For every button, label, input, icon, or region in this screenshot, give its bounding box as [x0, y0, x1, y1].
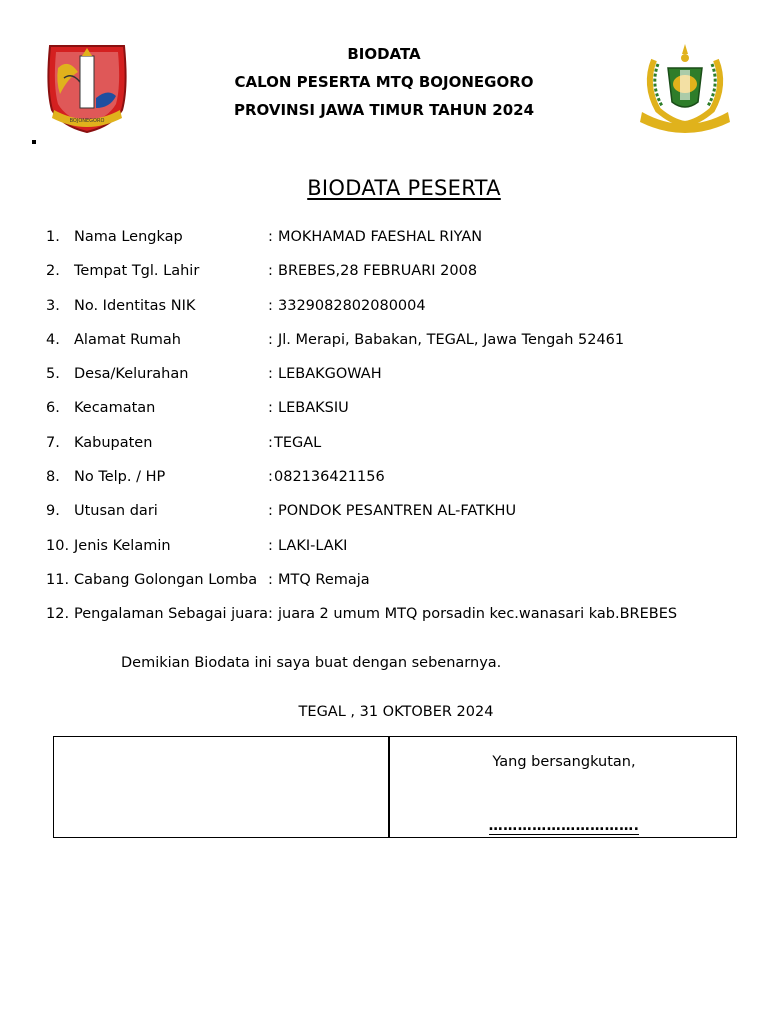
- field-value: juara 2 umum MTQ porsadin kec.wanasari kab.BREBES: [278, 606, 678, 623]
- field-colon: :: [268, 434, 273, 451]
- field-value: 082136421156: [274, 469, 385, 486]
- field-row-village: [46, 363, 746, 397]
- field-colon: :: [268, 571, 273, 588]
- stray-bullet-mark: [32, 140, 36, 144]
- field-label: Kabupaten: [74, 434, 153, 451]
- field-colon: :: [268, 503, 273, 520]
- field-label: Tempat Tgl. Lahir: [74, 263, 200, 280]
- field-value: LEBAKGOWAH: [278, 366, 382, 383]
- field-number: 4.: [46, 331, 60, 348]
- document-title: BIODATA PESERTA: [307, 176, 501, 200]
- field-label: Pengalaman Sebagai juara: [74, 606, 269, 623]
- field-colon: :: [268, 400, 273, 417]
- field-value: Jl. Merapi, Babakan, TEGAL, Jawa Tengah 52461: [278, 331, 625, 348]
- field-number: 6.: [46, 400, 60, 417]
- field-label: Desa/Kelurahan: [74, 366, 189, 383]
- field-row-address: [46, 329, 746, 363]
- field-number: 2.: [46, 263, 60, 280]
- field-colon: :: [268, 469, 273, 486]
- signature-table: [53, 736, 737, 838]
- field-row-birth: [46, 260, 746, 294]
- field-value: PONDOK PESANTREN AL-FATKHU: [278, 503, 517, 520]
- field-value: MTQ Remaja: [278, 571, 370, 588]
- biodata-field-list: [46, 226, 746, 638]
- header-line-3: PROVINSI JAWA TIMUR TAHUN 2024: [233, 101, 535, 119]
- field-row-gender: [46, 535, 746, 569]
- svg-text:BOJONEGORO: BOJONEGORO: [69, 118, 105, 124]
- letterhead: [0, 40, 768, 124]
- field-colon: :: [268, 229, 273, 245]
- field-number: 5.: [46, 366, 60, 383]
- field-colon: :: [268, 263, 273, 280]
- field-row-district: [46, 397, 746, 431]
- field-number: 7.: [46, 434, 60, 451]
- field-number: 11.: [46, 571, 70, 588]
- field-label: Nama Lengkap: [74, 229, 183, 245]
- signature-line: ………………………….: [488, 818, 640, 834]
- place-date: TEGAL , 31 OKTOBER 2024: [298, 704, 494, 720]
- field-row-regency: [46, 432, 746, 466]
- header-line-2: CALON PESERTA MTQ BOJONEGORO: [234, 73, 534, 91]
- field-row-competition-branch: [46, 569, 746, 603]
- field-row-experience: [46, 603, 746, 637]
- field-number: 1.: [46, 229, 60, 245]
- field-value: 3329082802080004: [278, 297, 426, 314]
- field-label: Jenis Kelamin: [74, 537, 171, 554]
- field-colon: :: [268, 366, 273, 383]
- declaration-statement: Demikian Biodata ini saya buat dengan sebenarnya.: [121, 655, 502, 671]
- field-colon: :: [268, 297, 273, 314]
- field-value: TEGAL: [274, 434, 322, 451]
- field-label: Utusan dari: [74, 503, 158, 520]
- field-number: 10.: [46, 537, 70, 554]
- field-value: BREBES,28 FEBRUARI 2008: [278, 263, 478, 280]
- field-number: 3.: [46, 297, 60, 314]
- field-label: No Telp. / HP: [74, 469, 166, 486]
- field-label: No. Identitas NIK: [74, 297, 196, 314]
- field-label: Cabang Golongan Lomba: [74, 571, 258, 588]
- field-label: Alamat Rumah: [74, 331, 181, 348]
- field-value: MOKHAMAD FAESHAL RIYAN: [278, 229, 483, 245]
- field-row-delegate: [46, 500, 746, 534]
- field-row-phone: [46, 466, 746, 500]
- field-number: 9.: [46, 503, 60, 520]
- field-number: 8.: [46, 469, 60, 486]
- field-colon: :: [268, 331, 273, 348]
- field-row-full-name: [46, 226, 746, 260]
- field-colon: :: [268, 606, 273, 623]
- signatory-label: Yang bersangkutan,: [492, 754, 636, 770]
- field-value: LAKI-LAKI: [278, 537, 348, 554]
- header-line-1: BIODATA: [347, 45, 421, 63]
- field-value: LEBAKSIU: [278, 400, 349, 417]
- field-row-nik: [46, 295, 746, 329]
- field-number: 12.: [46, 606, 70, 623]
- field-label: Kecamatan: [74, 400, 156, 417]
- field-colon: :: [268, 537, 273, 554]
